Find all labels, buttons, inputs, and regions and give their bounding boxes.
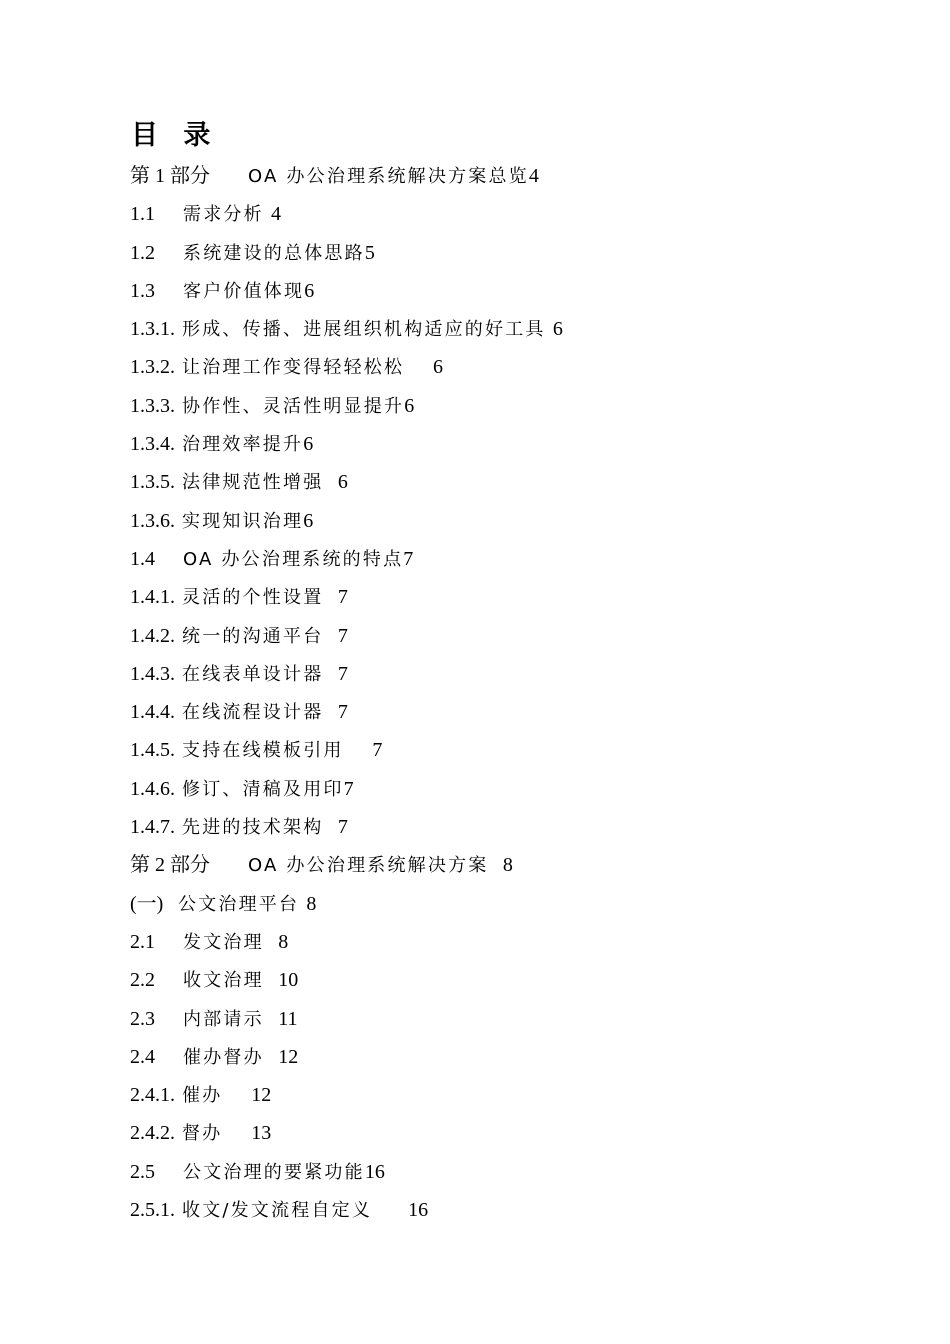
toc-entry-number: 2.4	[130, 1045, 155, 1068]
toc-entry-text: 形成、传播、进展组织机构适应的好工具	[182, 319, 546, 341]
toc-entry-number: 第 1 部分	[130, 165, 210, 187]
toc-entry-gap	[546, 310, 553, 348]
toc-entry[interactable]	[130, 923, 563, 961]
toc-title: 目 录	[131, 120, 219, 151]
toc-entry-page-number: 8	[306, 892, 317, 915]
toc-entry-page-number: 6	[303, 509, 314, 532]
toc-entry-number: 1.4	[130, 547, 155, 570]
toc-entry-text: 客户价值体现	[183, 280, 305, 302]
toc-entry[interactable]	[130, 808, 563, 846]
toc-entry[interactable]	[130, 195, 563, 233]
toc-entry-number: 1.3.1.	[130, 318, 175, 341]
toc-entry[interactable]	[130, 272, 563, 310]
toc-entry-page-number: 6	[404, 394, 415, 417]
toc-entry[interactable]	[130, 1000, 563, 1038]
toc-entry-text: 在线流程设计器	[182, 702, 324, 724]
toc-entry-text: 先进的技术架构	[182, 817, 324, 839]
toc-entry[interactable]	[130, 387, 563, 425]
toc-entry-page-number: 6	[433, 356, 444, 379]
toc-entry[interactable]	[130, 731, 563, 769]
toc-entry[interactable]	[130, 425, 563, 463]
toc-entry[interactable]	[130, 540, 563, 578]
toc-entry-number: 1.4.2.	[130, 624, 175, 647]
toc-entry-page-number: 12	[278, 1045, 299, 1068]
toc-entry-text: 让治理工作变得轻轻松松	[182, 357, 405, 379]
toc-entry-page-number: 8	[278, 930, 289, 953]
toc-entry[interactable]	[130, 310, 563, 348]
toc-entry-page-number: 6	[304, 279, 315, 302]
toc-entry-page-number: 7	[337, 586, 348, 609]
toc-entry-gap	[323, 463, 337, 501]
toc-entry-gap	[323, 578, 337, 616]
toc-entry-gap	[264, 1000, 278, 1038]
toc-entry-text: 系统建设的总体思路	[183, 242, 365, 264]
toc-entry-gap	[323, 617, 337, 655]
toc-entry-text: 公文治理的要紧功能	[183, 1161, 365, 1183]
toc-entry-page-number: 12	[251, 1084, 272, 1107]
toc-entry-page-number: 8	[502, 854, 513, 877]
toc-entry-number: 1.4.3.	[130, 662, 175, 685]
toc-entry-gap	[372, 1191, 408, 1229]
toc-entry[interactable]	[130, 348, 563, 386]
toc-entry-gap	[264, 961, 278, 999]
toc-entry-gap	[264, 1038, 278, 1076]
toc-entry[interactable]	[130, 961, 563, 999]
toc-entry-number: 1.3	[130, 279, 155, 302]
toc-entry-number: 1.4.4.	[130, 701, 175, 724]
toc-entry-number: 1.3.3.	[130, 394, 175, 417]
toc-entry-gap	[489, 846, 503, 884]
toc-entry-page-number: 7	[337, 624, 348, 647]
toc-entry-number: 2.5.1.	[130, 1199, 175, 1222]
toc-entry-gap	[404, 348, 433, 386]
toc-entry-number: 1.3.6.	[130, 509, 175, 532]
toc-entry-number: 1.3.5.	[130, 471, 175, 494]
toc-entry-text: OA 办公治理系统解决方案总览	[248, 166, 529, 187]
toc-entry-page-number: 13	[251, 1122, 272, 1145]
toc-entry-gap	[264, 195, 271, 233]
toc-entry-number: 1.4.5.	[130, 739, 175, 762]
toc-entry[interactable]	[130, 502, 563, 540]
toc-entry-page-number: 4	[271, 203, 282, 226]
toc-entry-number: 1.4.1.	[130, 586, 175, 609]
toc-entry-page-number: 7	[337, 701, 348, 724]
toc-entry-number: 1.4.7.	[130, 816, 175, 839]
toc-entry-gap	[264, 923, 278, 961]
toc-entry-gap	[222, 1114, 251, 1152]
toc-entry-page-number: 7	[343, 777, 354, 800]
toc-entry-page-number: 6	[303, 433, 314, 456]
toc-entry-page-number: 10	[278, 969, 299, 992]
toc-entry[interactable]	[130, 1153, 563, 1191]
toc-entry-text: 灵活的个性设置	[182, 587, 324, 609]
toc-entry-number: 1.3.4.	[130, 433, 175, 456]
toc-entry-text: 需求分析	[183, 204, 264, 226]
toc-entry[interactable]	[130, 1114, 563, 1152]
toc-entry-gap	[299, 885, 306, 923]
toc-entry-number: 2.4.1.	[130, 1084, 175, 1107]
toc-entry-text: 催办督办	[183, 1046, 264, 1068]
toc-entry-text: 法律规范性增强	[182, 472, 324, 494]
toc-entry[interactable]	[130, 617, 563, 655]
toc-entry-text: 治理效率提升	[182, 434, 304, 456]
toc-entry-gap	[344, 731, 373, 769]
toc-entry-number: 1.2	[130, 241, 155, 264]
toc-entry[interactable]	[130, 655, 563, 693]
toc-entry[interactable]	[130, 234, 563, 272]
toc-entry-text: 催办	[182, 1085, 223, 1107]
toc-entry-gap	[323, 693, 337, 731]
toc-entry-page-number: 6	[552, 318, 563, 341]
toc-entry[interactable]	[130, 1076, 563, 1114]
toc-entry-page-number: 7	[403, 547, 414, 570]
toc-entry-text: 收文治理	[183, 970, 264, 992]
toc-entry-number: 1.4.6.	[130, 777, 175, 800]
toc-entry-page-number: 7	[337, 662, 348, 685]
toc-entry[interactable]	[130, 885, 563, 923]
toc-entry-number: 1.1	[130, 203, 155, 226]
toc-entry-text: 内部请示	[183, 1008, 264, 1030]
toc-entry[interactable]	[130, 846, 563, 884]
toc-list	[130, 157, 563, 1229]
toc-entry[interactable]	[130, 157, 563, 195]
toc-entry-number: 2.3	[130, 1007, 155, 1030]
toc-entry[interactable]	[130, 578, 563, 616]
toc-entry-page-number: 6	[337, 471, 348, 494]
toc-entry-text: OA 办公治理系统解决方案	[248, 855, 489, 877]
toc-entry-text: 公文治理平台	[178, 893, 300, 915]
toc-entry-text: 发文治理	[183, 931, 264, 953]
toc-entry-number: 2.2	[130, 969, 155, 992]
toc-entry-text: 修订、清稿及用印	[182, 778, 344, 800]
toc-entry[interactable]	[130, 1038, 563, 1076]
toc-entry-text: 收文/发文流程自定义	[182, 1200, 373, 1222]
toc-entry-number: 2.1	[130, 930, 155, 953]
toc-entry-page-number: 7	[337, 816, 348, 839]
toc-entry-text: 督办	[182, 1123, 223, 1145]
toc-entry-page-number: 5	[364, 241, 375, 264]
toc-entry-number: (一)	[130, 892, 164, 915]
toc-entry-page-number: 16	[364, 1160, 385, 1183]
toc-entry-gap	[323, 655, 337, 693]
toc-entry-number: 2.5	[130, 1160, 155, 1183]
toc-entry-page-number: 11	[278, 1007, 298, 1030]
toc-entry-page-number: 16	[408, 1199, 429, 1222]
toc-entry-text: 支持在线模板引用	[182, 740, 344, 762]
toc-entry-page-number: 7	[372, 739, 383, 762]
toc-entry-gap	[323, 808, 337, 846]
toc-entry-text: 统一的沟通平台	[182, 625, 324, 647]
toc-entry[interactable]	[130, 770, 563, 808]
toc-entry-number: 2.4.2.	[130, 1122, 175, 1145]
toc-entry-text: 在线表单设计器	[182, 663, 324, 685]
toc-entry-text: 实现知识治理	[182, 510, 304, 532]
toc-entry-number: 1.3.2.	[130, 356, 175, 379]
toc-entry[interactable]	[130, 693, 563, 731]
toc-entry-page-number: 4	[528, 165, 539, 187]
toc-entry-text: OA 办公治理系统的特点	[183, 548, 404, 570]
toc-entry[interactable]	[130, 463, 563, 501]
toc-entry-text: 协作性、灵活性明显提升	[182, 395, 405, 417]
toc-entry-number: 第 2 部分	[130, 854, 210, 877]
toc-entry-gap	[222, 1076, 251, 1114]
toc-entry[interactable]	[130, 1191, 563, 1229]
